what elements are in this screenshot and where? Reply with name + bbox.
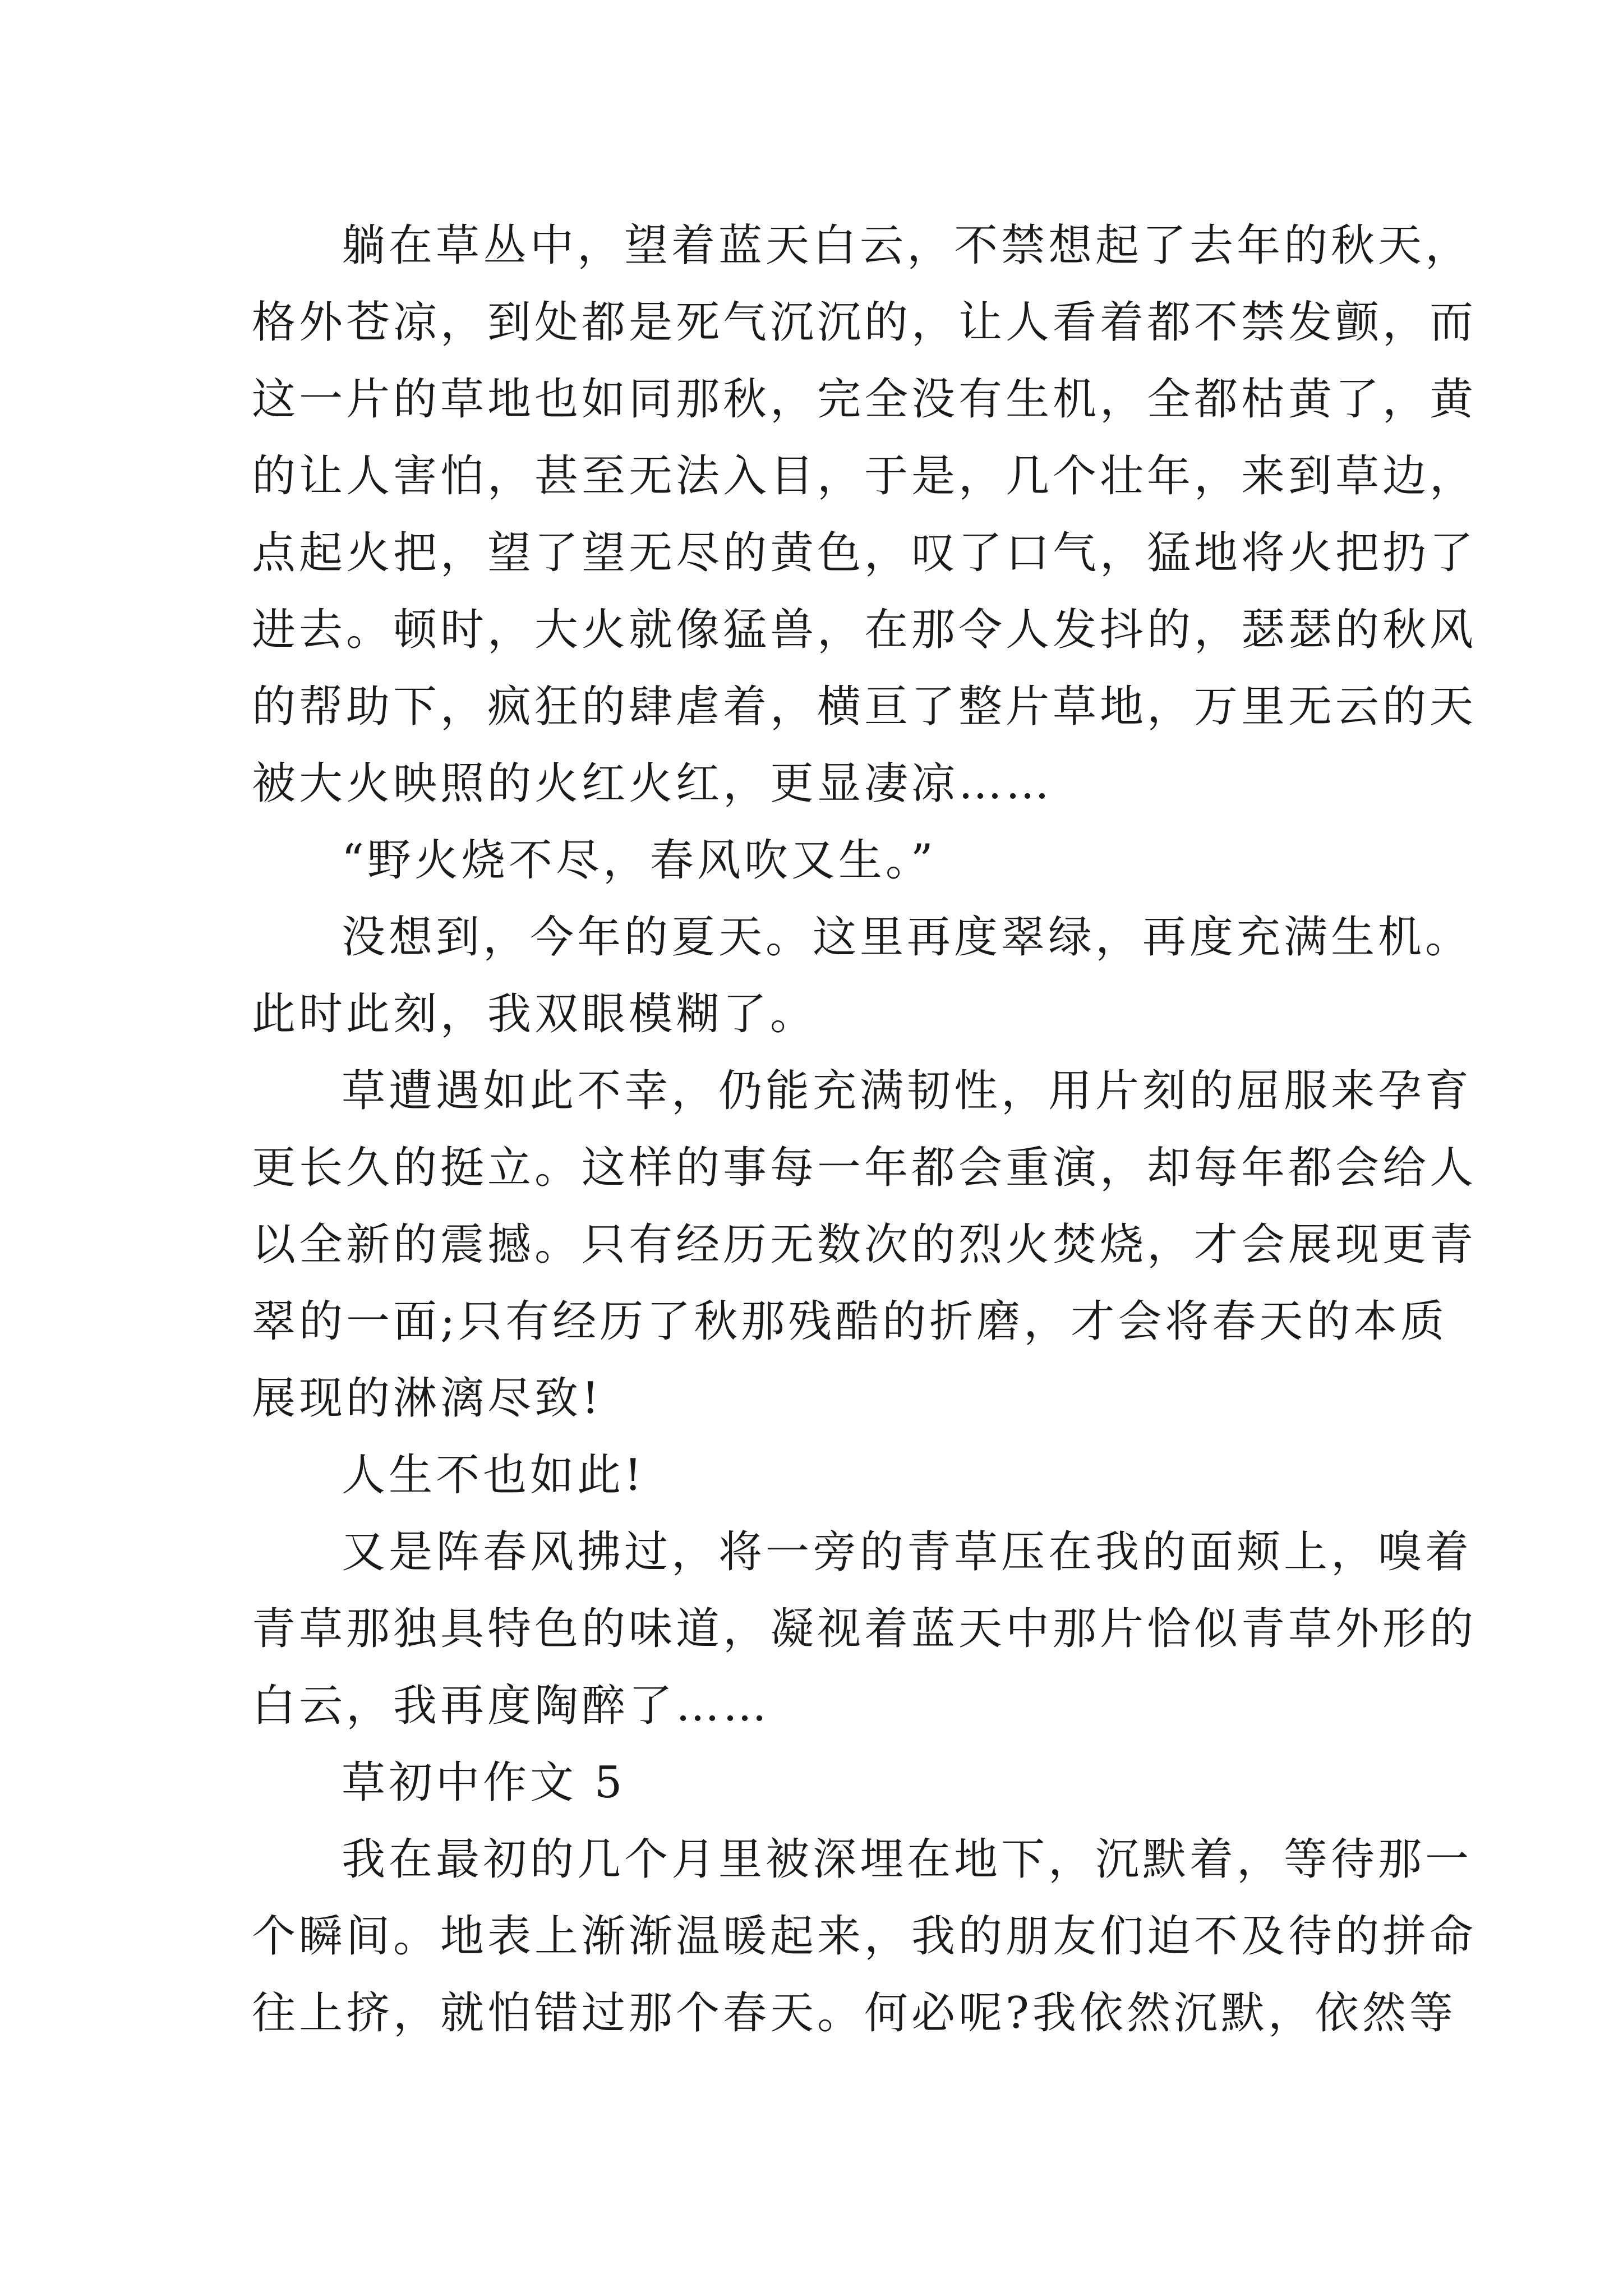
text-line: 以全新的震撼。只有经历无数次的烈火焚烧，才会展现更青 <box>252 1220 1477 1270</box>
text-line: 没想到，今年的夏天。这里再度翠绿，再度充满生机。 <box>342 912 1473 963</box>
text-line: 的让人害怕，甚至无法入目，于是，几个壮年，来到草边， <box>252 451 1477 501</box>
text-line: 这一片的草地也如同那秋，完全没有生机，全都枯黄了，黄 <box>252 374 1477 425</box>
text-line: 的帮助下，疯狂的肆虐着，横亘了整片草地，万里无云的天 <box>252 682 1477 732</box>
text-line: 人生不也如此! <box>342 1450 645 1501</box>
text-line: 进去。顿时，大火就像猛兽，在那令人发抖的，瑟瑟的秋风 <box>252 605 1477 655</box>
text-line: 白云，我再度陶醉了…… <box>252 1681 771 1731</box>
text-line: 草初中作文 5 <box>342 1757 626 1808</box>
essay-body <box>252 208 1477 2052</box>
text-line: 更长久的挺立。这样的事每一年都会重演，却每年都会给人 <box>252 1143 1477 1193</box>
text-line: 又是阵春风拂过，将一旁的青草压在我的面颊上，嗅着 <box>342 1527 1473 1577</box>
text-line: 青草那独具特色的味道，凝视着蓝天中那片恰似青草外形的 <box>252 1604 1477 1654</box>
text-line: 躺在草丛中，望着蓝天白云，不禁想起了去年的秋天， <box>342 220 1473 271</box>
text-line: 个瞬间。地表上渐渐温暖起来，我的朋友们迫不及待的拼命 <box>252 1911 1477 1962</box>
text-line: 翠的一面;只有经历了秋那残酷的折磨，才会将春天的本质 <box>252 1296 1448 1347</box>
text-line: 格外苍凉，到处都是死气沉沉的，让人看着都不禁发颤，而 <box>252 297 1477 348</box>
text-line: 点起火把，望了望无尽的黄色，叹了口气，猛地将火把扔了 <box>252 528 1477 578</box>
text-line: “野火烧不尽，春风吹又生。” <box>342 835 937 886</box>
text-line: 被大火映照的火红火红，更显凄凉…… <box>252 758 1053 809</box>
text-line: 此时此刻，我双眼模糊了。 <box>252 989 818 1039</box>
text-line: 我在最初的几个月里被深埋在地下，沉默着，等待那一 <box>342 1834 1473 1885</box>
text-line: 草遭遇如此不幸，仍能充满韧性，用片刻的屈服来孕育 <box>342 1066 1473 1116</box>
text-line: 往上挤，就怕错过那个春天。何必呢?我依然沉默，依然等 <box>252 1988 1456 2039</box>
text-line: 展现的淋漓尽致! <box>252 1373 603 1424</box>
